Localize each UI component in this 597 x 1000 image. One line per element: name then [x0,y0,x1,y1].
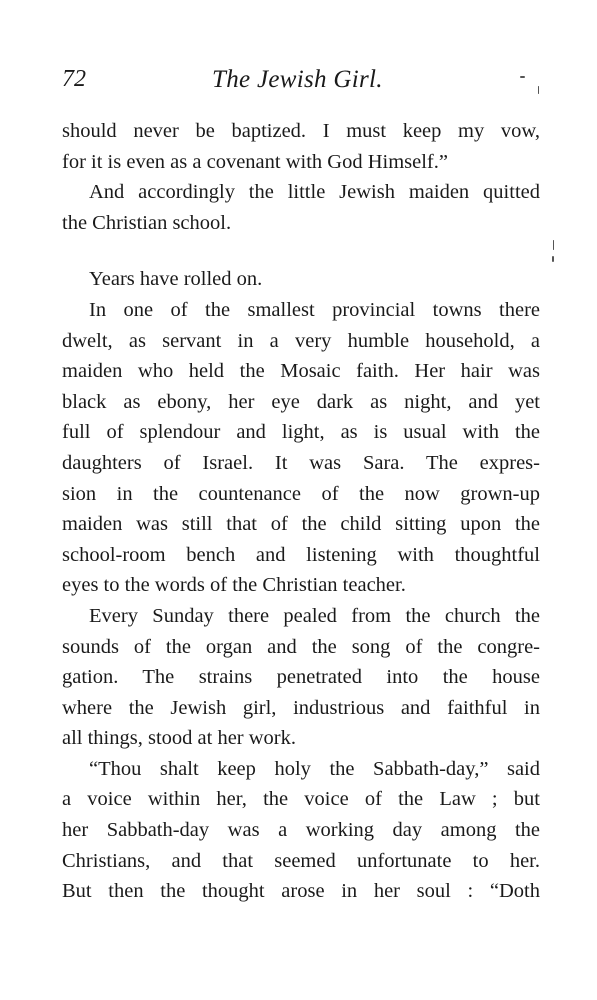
text-line: should never be baptized. I must keep my vow, [62,120,540,142]
text-line: maiden was still that of the child sitting upon the [62,513,540,536]
text-line: Every Sunday there pealed from the church the [89,604,540,627]
page-number: 72 [62,66,86,92]
text-line: sion in the countenance of the now grown-up [62,482,540,505]
text-line: maiden who held the Mosaic faith. Her hair was [62,360,540,383]
ink-speck [553,240,554,250]
text-line: daughters of Israel. It was Sara. The expres- [62,451,540,474]
paragraph [62,177,540,238]
section-break [62,238,540,264]
text-line: gation. The strains penetrated into the house [62,666,540,689]
text-line: her Sabbath-day was a working day among the [62,819,540,842]
text-line: all things, stood at her work. [62,727,297,750]
text-line: eyes to the words of the Christian teacher. [62,574,406,597]
paragraph [62,295,540,601]
text-line: Christians, and that seemed unfortunate to her. [62,849,540,872]
running-title: The Jewish Girl. [212,66,383,93]
page-header [62,66,542,100]
paragraph [62,754,540,907]
text-line: In one of the smallest provincial towns there [89,298,540,321]
ink-speck [520,76,525,78]
text-line: sounds of the organ and the song of the congre- [62,635,540,658]
text-line: Years have rolled on. [89,268,263,291]
text-line: a voice within her, the voice of the Law ; but [62,788,540,811]
text-line: “Thou shalt keep holy the Sabbath-day,” said [89,757,540,780]
ink-speck [552,256,554,262]
text-line: the Christian school. [62,211,232,234]
text-line: And accordingly the little Jewish maiden quitted [89,181,540,204]
text-line: But then the thought arose in her soul : “Doth [62,880,540,903]
text-line: for it is even as a covenant with God Himself.” [62,150,448,173]
text-line: dwelt, as servant in a very humble household, a [62,329,540,352]
text-line: school-room bench and listening with thoughtful [62,543,540,566]
ink-speck [538,86,539,94]
paragraph [62,264,540,295]
paragraph [62,116,540,177]
text-line: where the Jewish girl, industrious and faithful in [62,696,540,719]
paragraph [62,601,540,754]
text-line: full of splendour and light, as is usual with the [62,421,540,444]
body-text [62,116,540,907]
text-line: black as ebony, her eye dark as night, and yet [62,390,540,413]
